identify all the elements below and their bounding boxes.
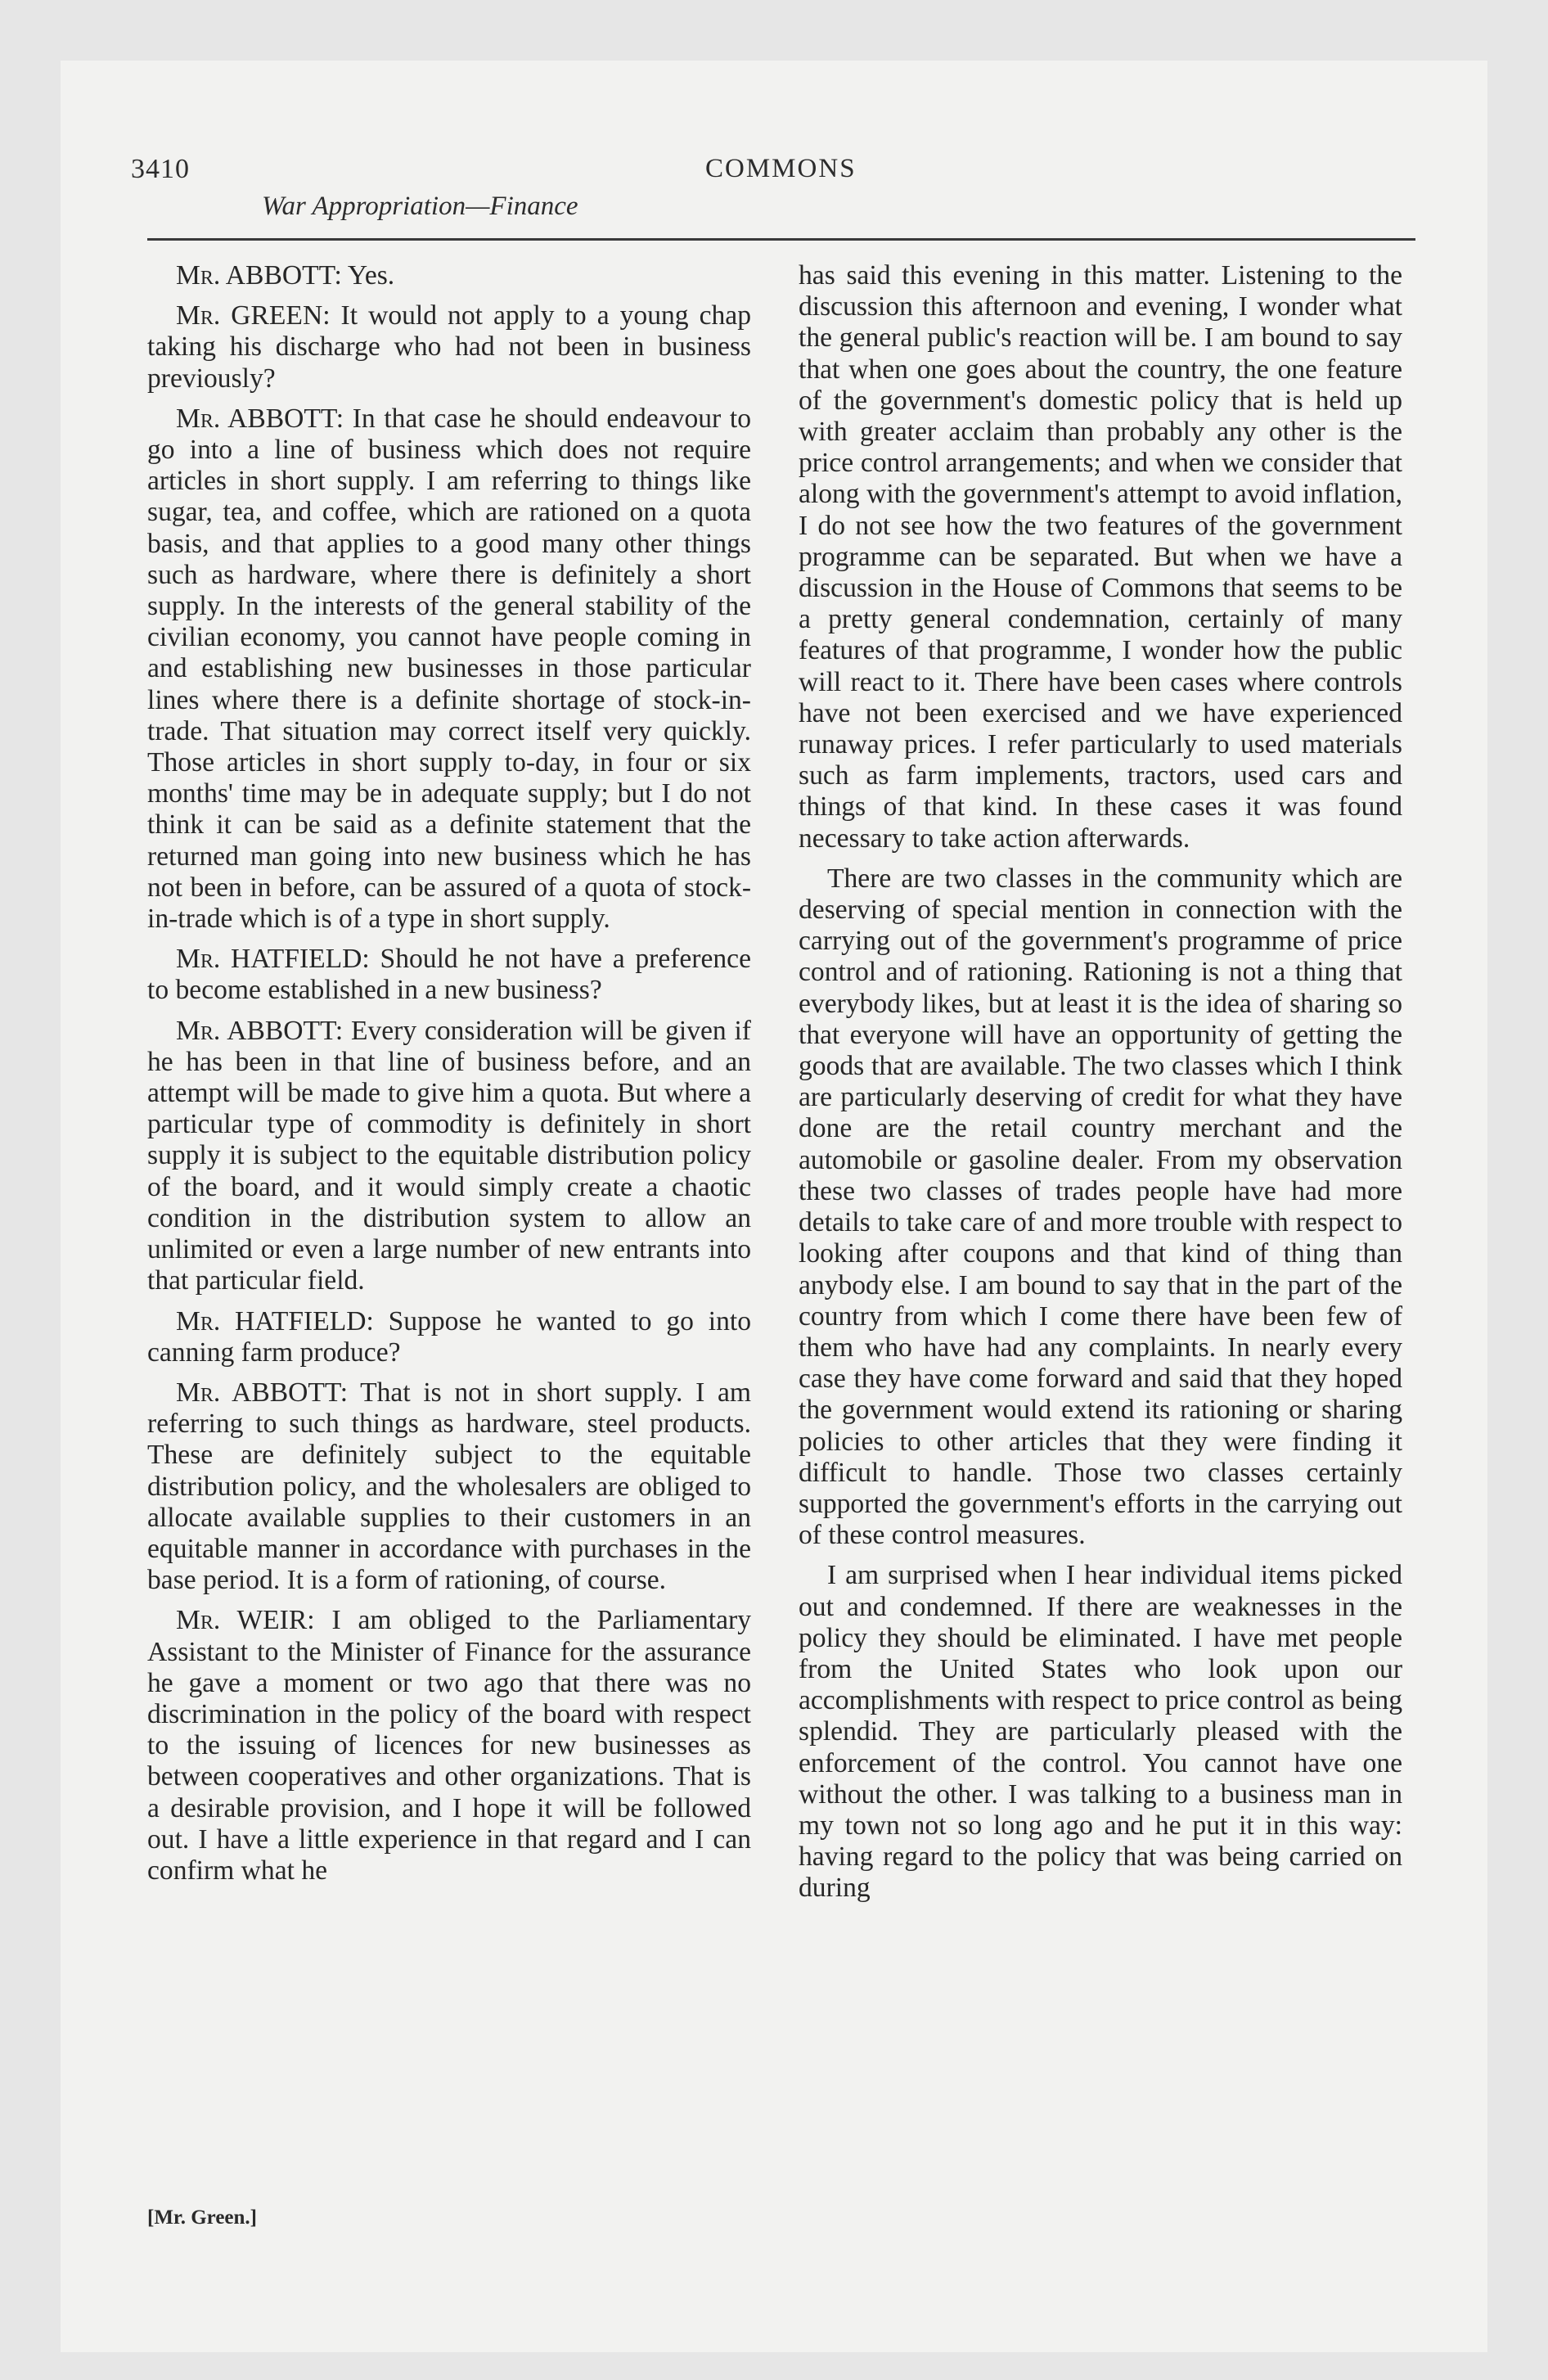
paragraph (799, 1560, 1402, 1904)
speech-text: There are two classes in the community which are deserving of special mention in connection with the carrying out of the government's programme of price control and of rationing. Rationing is not a thing that everybody likes, but at least it is the idea of sharing so that everyone will have an opportunity of getting the goods that are available. The two classes which I think are particularly deserving of credit for what they have done are the retail country merchant and the automobile or gasoline dealer. From my observation these two classes of trades people have had more details to take care of and more trouble with respect to looking after coupons and that kind of thing than anybody else. I am bound to say that in the part of the country from which I come there have been few of them who have had any complaints. In nearly every case they have come forward and said that they hoped the government would extend its rationing or sharing policies to other articles that they were finding it difficult to handle. Those two classes certainly supported the government's efforts in the carrying out of these control measures. (799, 863, 1402, 1551)
paragraph (147, 1377, 751, 1596)
speaker-name: Mr. ABBOTT: (176, 1015, 344, 1046)
speaker-name: Mr. GREEN: (176, 300, 331, 331)
paragraph (147, 944, 751, 1006)
speech-text: Suppose he wanted to go into canning farm produce? (147, 1305, 751, 1368)
speech-text: has said this evening in this matter. Listening to the discussion this afternoon and evening, I wonder what the general public's reaction will be. I am bound to say that when one goes about the country, the one feature of the government's domestic policy that is held up with greater acclaim than probably any other is the price control arrangements; and when we consider that along with the government's attempt to avoid inflation, I do not see how the two features of the government programme can be separated. But when we have a discussion in the House of Commons that seems to be a pretty general condemnation, certainly of many features of that programme, I wonder how the public will react to it. There have been cases where controls have not been exercised and we have experienced runaway prices. I refer particularly to used materials such as farm implements, tractors, used cars and things of that kind. In these cases it was found necessary to take action afterwards. (799, 260, 1402, 854)
running-subject: War Appropriation—Finance (262, 192, 578, 221)
speaker-name: Mr. ABBOTT: (176, 403, 344, 434)
paragraph (147, 260, 751, 291)
paragraph (147, 1016, 751, 1297)
speech-text: It would not apply to a young chap taking his discharge who had not been in business previously? (147, 300, 751, 394)
speaker-name: Mr. HATFIELD: (176, 1305, 374, 1336)
speech-text: In that case he should endeavour to go into a line of business which does not require articles in short supply. I am referring to things like sugar, tea, and coffee, which are rationed on a quota basis, and that applies to a good many other things such as hardware, where there is definitely a short supply. In the interests of the general stability of the civilian economy, you cannot have people coming in and establishing new businesses in those particular lines where there is a definite shortage of stock-in-trade. That situation may correct itself very quickly. Those articles in short supply to-day, in four or six months' time may be in adequate supply; but I do not think it can be said as a definite statement that the returned man going into new business which he has not been in before, can be assured of a quota of stock-in-trade which is of a type in short supply. (147, 403, 751, 935)
speech-text: I am surprised when I hear individual items picked out and condemned. If there are weaknesses in the policy they should be eliminated. I have met people from the United States who look upon our accomplishments with respect to price control as being splendid. They are particularly pleased with the enforcement of the control. You cannot have one without the other. I was talking to a business man in my town not so long ago and he put it in this way: having regard to the policy that was being carried on during (799, 1560, 1402, 1904)
speaker-name: Mr. WEIR: (176, 1605, 315, 1636)
speaker-name: Mr. HATFIELD: (176, 944, 370, 975)
right-column (799, 260, 1402, 1913)
paragraph (147, 1306, 751, 1368)
speech-text: That is not in short supply. I am referring to such things as hardware, steel products. These are definitely subject to the equitable distribution policy, and the wholesalers are obliged to allocate available supplies to their customers in an equitable manner in accordance with purchases in the base period. It is a form of rationing, of course. (147, 1377, 751, 1596)
paragraph-continued (799, 260, 1402, 854)
paragraph (147, 403, 751, 935)
header-rule (147, 238, 1415, 241)
paragraph (147, 1605, 751, 1886)
speech-text: Should he not have a preference to become established in a new business? (147, 944, 751, 1006)
paragraph (799, 863, 1402, 1551)
speech-text: Yes. (341, 260, 395, 291)
page-number: 3410 (131, 154, 190, 184)
speech-text: I am obliged to the Parliamentary Assistant to the Minister of Finance for the assurance he gave a moment or two ago that there was no discrimination in the policy of the board with respect to the issuing of licences for new businesses as between cooperatives and other organizations. That is a desirable provision, and I hope it will be followed out. I have a little experience in that regard and I can confirm what he (147, 1605, 751, 1886)
speaker-name: Mr. ABBOTT: (176, 1377, 349, 1408)
paragraph (147, 300, 751, 394)
running-header (131, 154, 1415, 228)
left-column (147, 260, 751, 1895)
speech-text: Every consideration will be given if he has been in that line of business before, and an attempt will be made to give him a quota. But where a particular type of commodity is definitely in short supply it is subject to the equitable distribution policy of the board, and it would simply create a chaotic condition in the distribution system to allow an unlimited or even a large number of new entrants into that particular field. (147, 1015, 751, 1296)
speaker-footer-tag: [Mr. Green.] (147, 2206, 257, 2229)
speaker-name: Mr. ABBOTT: (176, 260, 342, 291)
running-house: COMMONS (705, 154, 857, 183)
